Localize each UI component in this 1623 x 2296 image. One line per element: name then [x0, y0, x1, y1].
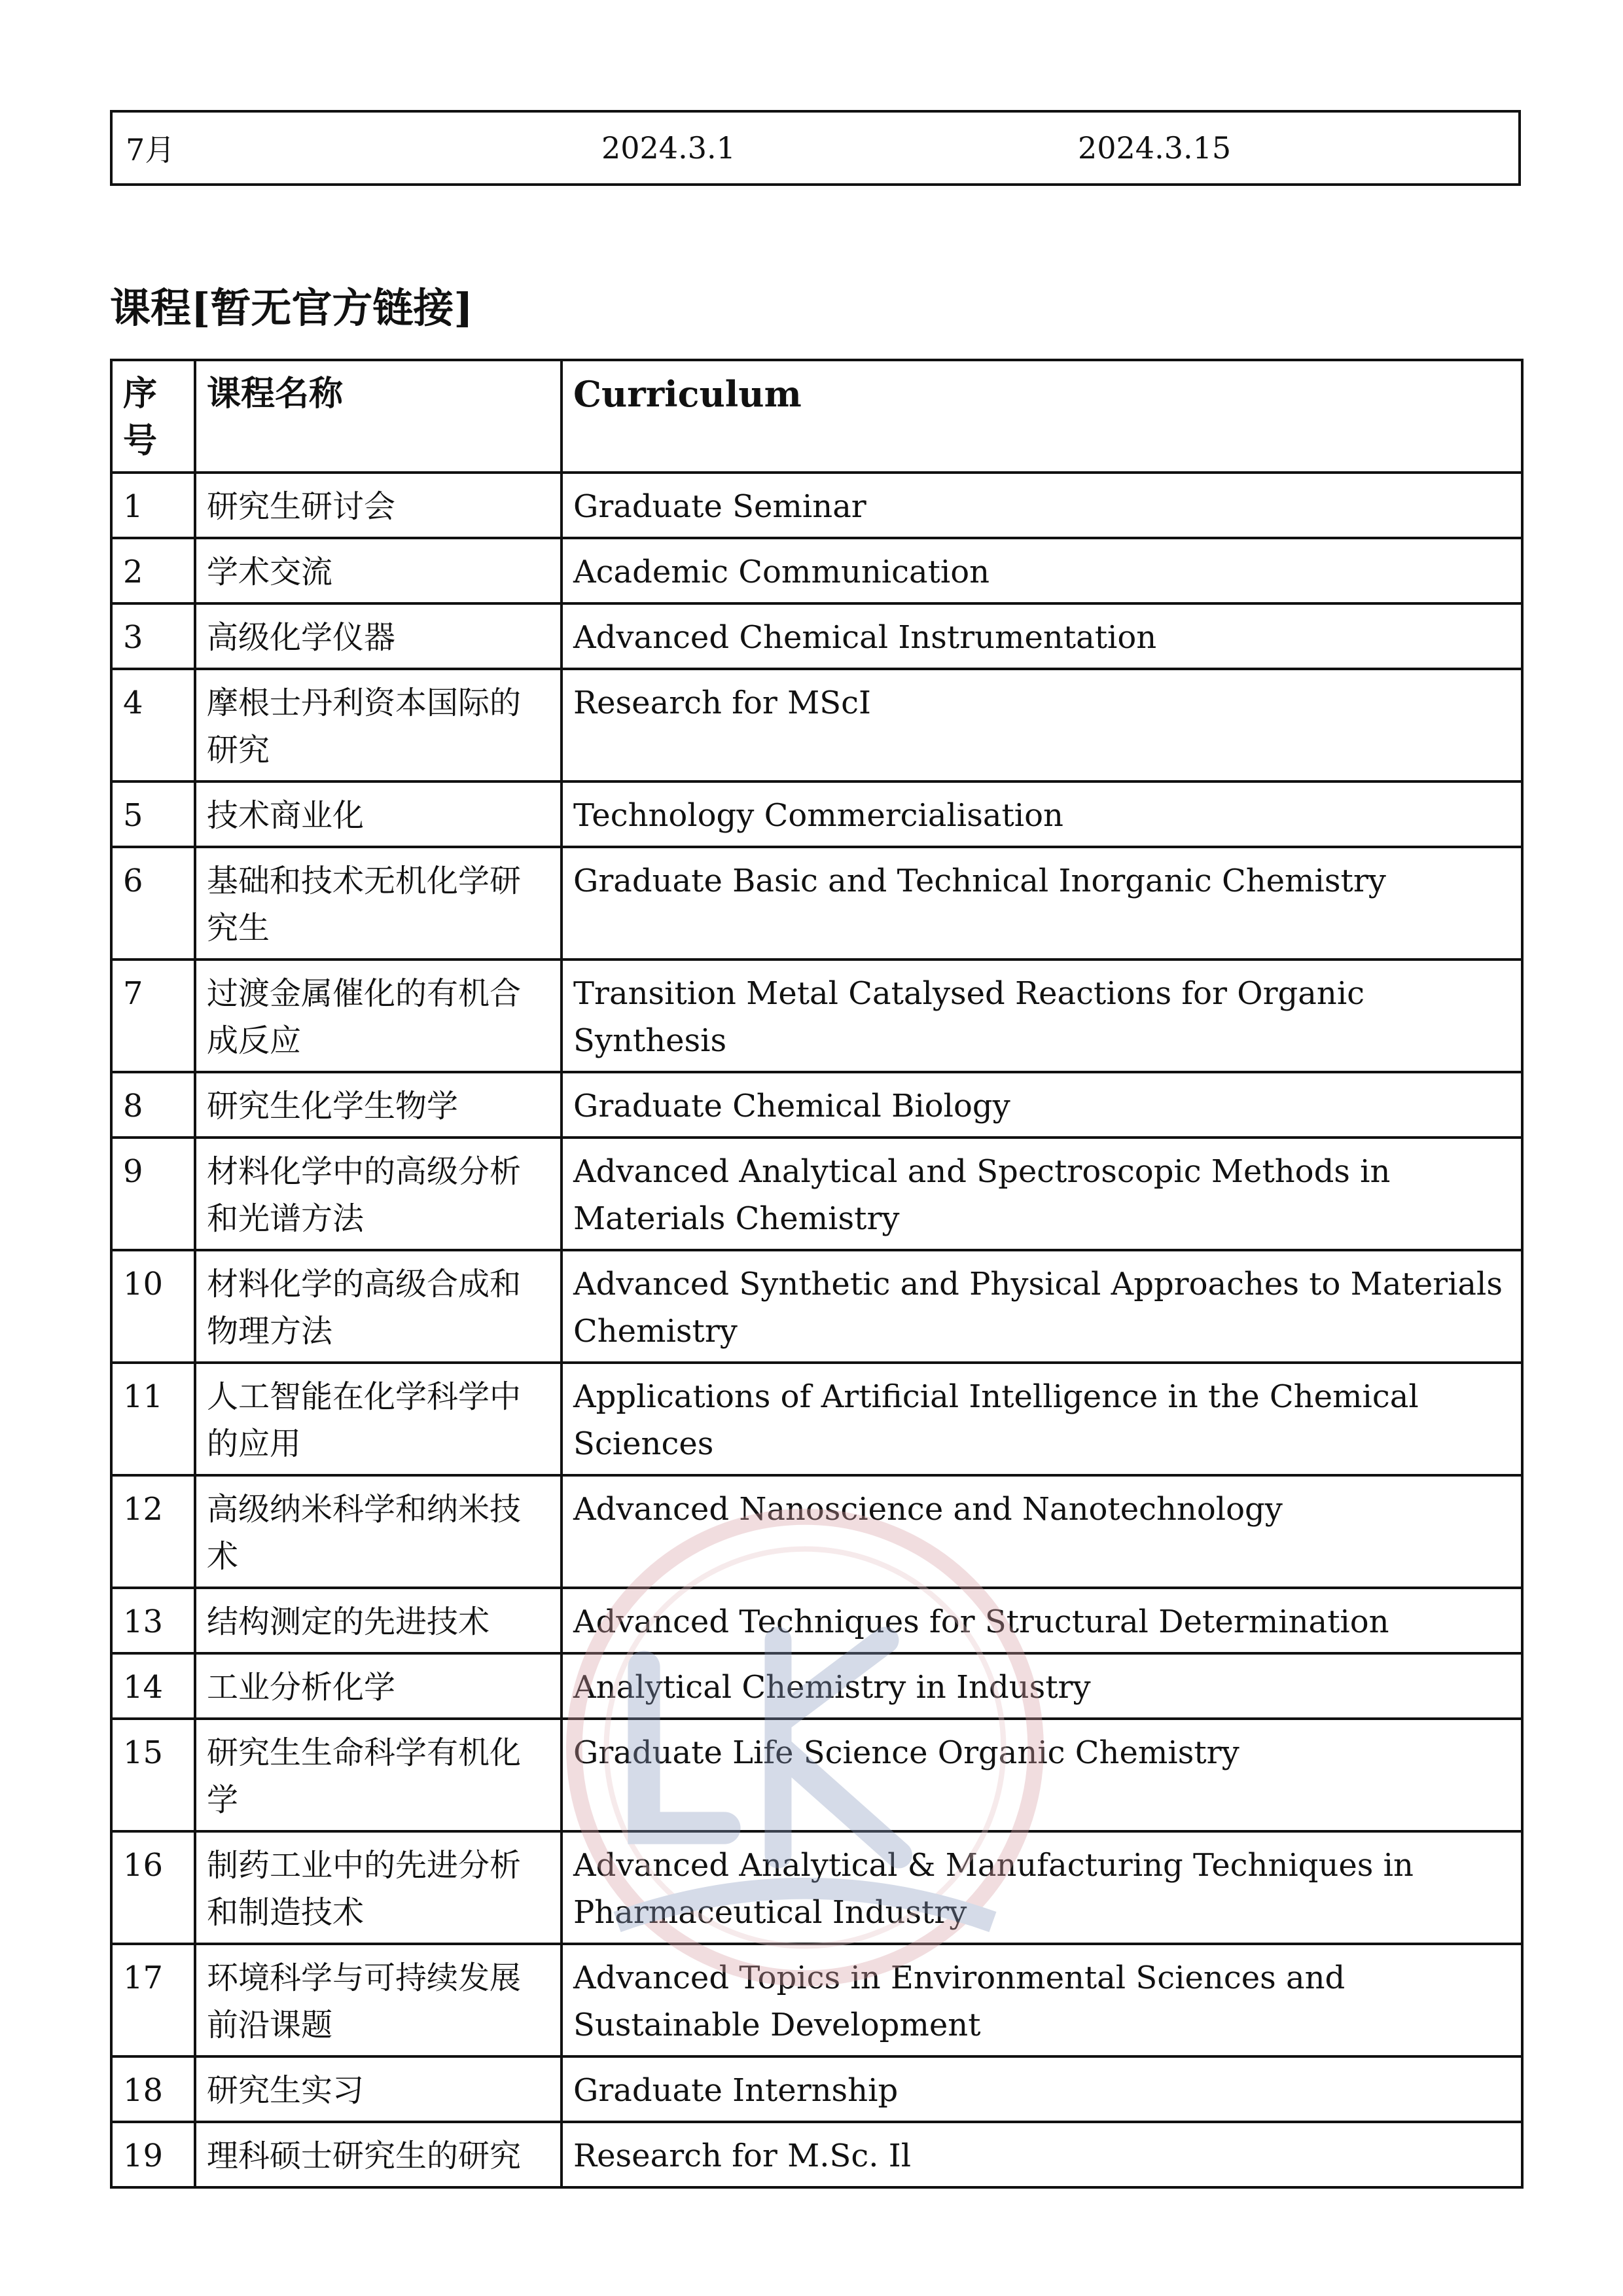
header-course-name: 课程名称 [195, 360, 562, 473]
table-row [111, 1653, 1522, 1719]
row-number: 17 [111, 1944, 195, 2056]
table-row [111, 1072, 1522, 1138]
table-row [111, 603, 1522, 669]
header-curriculum: Curriculum [562, 360, 1522, 473]
course-name-en: Advanced Techniques for Structural Determination [562, 1588, 1522, 1653]
table-row [111, 1250, 1522, 1363]
row-number: 19 [111, 2122, 195, 2187]
course-name-en: Advanced Topics in Environmental Sciences and Sustainable Development [562, 1944, 1522, 2056]
table-row [111, 2122, 1522, 2187]
table-row [111, 538, 1522, 603]
table-row [111, 1363, 1522, 1475]
row-number: 5 [111, 781, 195, 847]
header-number: 序号 [111, 360, 195, 473]
row-number: 10 [111, 1250, 195, 1363]
course-name-cn: 研究生研讨会 [195, 473, 562, 538]
course-name-en: Graduate Chemical Biology [562, 1072, 1522, 1138]
course-name-cn: 材料化学中的高级分析和光谱方法 [195, 1138, 562, 1250]
course-name-en: Advanced Chemical Instrumentation [562, 603, 1522, 669]
row-number: 8 [111, 1072, 195, 1138]
course-name-en: Graduate Seminar [562, 473, 1522, 538]
table-row [111, 1944, 1522, 2056]
row-number: 2 [111, 538, 195, 603]
course-name-cn: 环境科学与可持续发展前沿课题 [195, 1944, 562, 2056]
row-number: 14 [111, 1653, 195, 1719]
end-date-cell: 2024.3.15 [1078, 130, 1232, 166]
course-name-en: Transition Metal Catalysed Reactions for Organic Synthesis [562, 960, 1522, 1072]
table-header-row [111, 360, 1522, 473]
row-number: 3 [111, 603, 195, 669]
course-name-cn: 基础和技术无机化学研究生 [195, 847, 562, 960]
course-name-cn: 材料化学的高级合成和物理方法 [195, 1250, 562, 1363]
course-name-cn: 研究生化学生物学 [195, 1072, 562, 1138]
row-number: 7 [111, 960, 195, 1072]
table-row [111, 2056, 1522, 2122]
course-name-en: Graduate Life Science Organic Chemistry [562, 1719, 1522, 1831]
course-name-en: Advanced Analytical and Spectroscopic Methods in Materials Chemistry [562, 1138, 1522, 1250]
course-table [110, 359, 1524, 2189]
row-number: 15 [111, 1719, 195, 1831]
course-name-en: Research for M.Sc. Il [562, 2122, 1522, 2187]
course-name-cn: 摩根士丹利资本国际的研究 [195, 669, 562, 781]
table-row [111, 1138, 1522, 1250]
start-date-cell: 2024.3.1 [601, 130, 736, 166]
row-number: 6 [111, 847, 195, 960]
course-name-en: Advanced Analytical & Manufacturing Techniques in Pharmaceutical Industry [562, 1831, 1522, 1944]
course-name-cn: 高级化学仪器 [195, 603, 562, 669]
section-title: 课程[暂无官方链接] [110, 284, 473, 332]
row-number: 11 [111, 1363, 195, 1475]
course-name-en: Graduate Basic and Technical Inorganic Chemistry [562, 847, 1522, 960]
row-number: 1 [111, 473, 195, 538]
course-name-en: Advanced Nanoscience and Nanotechnology [562, 1475, 1522, 1588]
table-row [111, 1588, 1522, 1653]
course-name-cn: 制药工业中的先进分析和制造技术 [195, 1831, 562, 1944]
course-name-cn: 高级纳米科学和纳米技术 [195, 1475, 562, 1588]
table-row [111, 1475, 1522, 1588]
course-name-cn: 工业分析化学 [195, 1653, 562, 1719]
course-name-cn: 结构测定的先进技术 [195, 1588, 562, 1653]
row-number: 13 [111, 1588, 195, 1653]
row-number: 16 [111, 1831, 195, 1944]
table-row [111, 1831, 1522, 1944]
course-name-en: Graduate Internship [562, 2056, 1522, 2122]
course-name-en: Analytical Chemistry in Industry [562, 1653, 1522, 1719]
course-name-cn: 研究生生命科学有机化学 [195, 1719, 562, 1831]
course-rows [111, 473, 1522, 2187]
table-row [111, 669, 1522, 781]
table-row [111, 473, 1522, 538]
table-row [111, 847, 1522, 960]
course-name-cn: 人工智能在化学科学中的应用 [195, 1363, 562, 1475]
row-number: 18 [111, 2056, 195, 2122]
table-row [111, 1719, 1522, 1831]
course-name-en: Academic Communication [562, 538, 1522, 603]
row-number: 9 [111, 1138, 195, 1250]
table-row [111, 781, 1522, 847]
course-name-en: Applications of Artificial Intelligence in the Chemical Sciences [562, 1363, 1522, 1475]
course-name-cn: 过渡金属催化的有机合成反应 [195, 960, 562, 1072]
course-name-en: Technology Commercialisation [562, 781, 1522, 847]
course-name-cn: 学术交流 [195, 538, 562, 603]
row-number: 12 [111, 1475, 195, 1588]
course-name-en: Research for MScI [562, 669, 1522, 781]
table-row [111, 960, 1522, 1072]
course-name-cn: 研究生实习 [195, 2056, 562, 2122]
course-name-cn: 技术商业化 [195, 781, 562, 847]
course-name-cn: 理科硕士研究生的研究 [195, 2122, 562, 2187]
course-name-en: Advanced Synthetic and Physical Approaches to Materials Chemistry [562, 1250, 1522, 1363]
month-cell: 7月 [126, 132, 175, 168]
row-number: 4 [111, 669, 195, 781]
date-row-table [110, 110, 1521, 186]
